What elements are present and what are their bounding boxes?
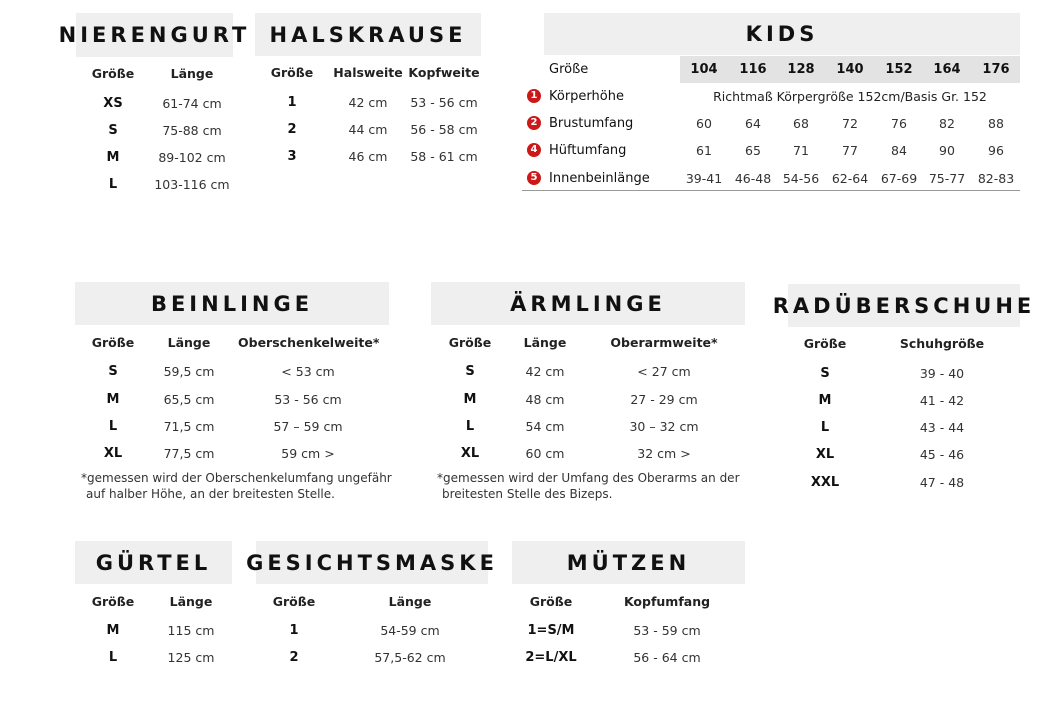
table-cell-size: XL — [103, 446, 123, 461]
kids-size-col: 152 — [885, 62, 913, 77]
table-cell-size: 2 — [287, 122, 297, 137]
table-cell-size: L — [465, 419, 475, 434]
guertel-title: GÜRTEL — [75, 541, 232, 584]
table-cell-value: 72 — [842, 116, 858, 131]
guertel-header-length: Länge — [169, 594, 213, 609]
table-cell-size: 2=L/XL — [525, 650, 577, 665]
armlinge-header-arm: Oberarmweite* — [610, 335, 718, 350]
table-cell-value: 45 - 46 — [919, 447, 965, 462]
table-cell-value: 42 cm — [348, 95, 388, 110]
table-cell-value: 27 - 29 cm — [630, 392, 698, 407]
table-cell-value: 75-88 cm — [162, 123, 222, 138]
table-cell-value: 90 — [939, 143, 955, 158]
gesichtsmaske-header-length: Länge — [388, 594, 432, 609]
table-cell-value: 44 cm — [348, 122, 388, 137]
kids-title: KIDS — [544, 13, 1020, 55]
beinlinge-title: BEINLINGE — [75, 282, 389, 325]
kids-size-col: 164 — [933, 62, 961, 77]
table-cell-value: 61 — [696, 143, 712, 158]
table-cell-value: 76 — [891, 116, 907, 131]
kids-size-col: 104 — [690, 62, 718, 77]
table-cell-value: 54-59 cm — [380, 623, 440, 638]
table-cell-value: 82-83 — [977, 171, 1015, 186]
table-cell-value: 77,5 cm — [163, 446, 215, 461]
beinlinge-header-thigh: Oberschenkelweite* — [238, 335, 380, 350]
radueberschuhe-header-size: Größe — [803, 336, 847, 351]
kids-row-label: Körperhöhe — [549, 89, 624, 104]
kids-size-label: Größe — [549, 62, 589, 77]
guertel-header-size: Größe — [91, 594, 135, 609]
table-cell-value: 65 — [745, 143, 761, 158]
halskrause-header-head: Kopfweite — [408, 65, 480, 80]
table-cell-value: 53 - 56 cm — [410, 95, 478, 110]
table-cell-size: L — [108, 650, 118, 665]
armlinge-header-size: Größe — [448, 335, 492, 350]
muetzen-header-head: Kopfumfang — [623, 594, 711, 609]
table-cell-value: 53 - 59 cm — [633, 623, 701, 638]
table-cell-value: 68 — [793, 116, 809, 131]
table-cell-size: 1 — [289, 623, 299, 638]
muetzen-header-size: Größe — [529, 594, 573, 609]
radueberschuhe-header-shoe: Schuhgröße — [899, 336, 985, 351]
kids-row-label: Innenbeinlänge — [549, 171, 650, 186]
table-cell-value: 53 - 56 cm — [274, 392, 342, 407]
kids-size-col: 176 — [982, 62, 1010, 77]
table-cell-value: 75-77 — [928, 171, 966, 186]
gesichtsmaske-header-size: Größe — [272, 594, 316, 609]
nierengurt-header-length: Länge — [170, 66, 214, 81]
table-cell-value: 57 – 59 cm — [273, 419, 343, 434]
table-cell-value: 71,5 cm — [163, 419, 215, 434]
table-cell-value: 67-69 — [880, 171, 918, 186]
beinlinge-header-size: Größe — [91, 335, 135, 350]
table-cell-value: 48 cm — [525, 392, 565, 407]
muetzen-title: MÜTZEN — [512, 541, 745, 584]
armlinge-footnote-line1: *gemessen wird der Umfang des Oberarms an der — [437, 471, 740, 485]
kids-size-col: 128 — [787, 62, 815, 77]
table-cell-size: S — [108, 364, 118, 379]
table-cell-size: M — [106, 150, 120, 165]
table-cell-size: 3 — [287, 149, 297, 164]
table-cell-value: 65,5 cm — [163, 392, 215, 407]
table-cell-value: 71 — [793, 143, 809, 158]
gesichtsmaske-title: GESICHTSMASKE — [256, 541, 488, 584]
table-cell-size: XL — [460, 446, 480, 461]
table-cell-value: 89-102 cm — [158, 150, 226, 165]
table-cell-value: 56 - 58 cm — [410, 122, 478, 137]
table-cell-size: M — [106, 392, 120, 407]
table-cell-size: 2 — [289, 650, 299, 665]
table-cell-value: 30 – 32 cm — [629, 419, 699, 434]
beinlinge-footnote-line1: *gemessen wird der Oberschenkelumfang ungefähr — [81, 471, 392, 485]
table-cell-value: 77 — [842, 143, 858, 158]
badge-number-icon: 2 — [527, 116, 541, 130]
table-cell-value: 57,5-62 cm — [374, 650, 446, 665]
table-cell-value: 54 cm — [525, 419, 565, 434]
table-cell-value: 115 cm — [167, 623, 215, 638]
badge-number-icon: 4 — [527, 143, 541, 157]
table-cell-value: < 27 cm — [637, 364, 691, 379]
halskrause-title: HALSKRAUSE — [255, 13, 481, 56]
table-cell-size: S — [465, 364, 475, 379]
table-cell-value: 59 cm > — [281, 446, 335, 461]
table-cell-size: L — [108, 419, 118, 434]
table-cell-size: L — [820, 420, 830, 435]
table-cell-value: 46-48 — [734, 171, 772, 186]
table-cell-value: 47 - 48 — [919, 475, 965, 490]
table-cell-value: < 53 cm — [281, 364, 335, 379]
armlinge-footnote-line2: breitesten Stelle des Bizeps. — [442, 487, 613, 501]
table-cell-value: 42 cm — [525, 364, 565, 379]
table-cell-value: 58 - 61 cm — [410, 149, 478, 164]
table-cell-value: 39 - 40 — [919, 366, 965, 381]
table-cell-value: 88 — [988, 116, 1004, 131]
table-cell-size: XXL — [810, 475, 840, 490]
table-cell-value: 96 — [988, 143, 1004, 158]
table-cell-size: L — [108, 177, 118, 192]
table-cell-size: 1 — [287, 95, 297, 110]
table-cell-size: M — [463, 392, 477, 407]
badge-number-icon: 5 — [527, 171, 541, 185]
beinlinge-header-length: Länge — [167, 335, 211, 350]
table-cell-value: 125 cm — [167, 650, 215, 665]
kids-row-label: Brustumfang — [549, 116, 634, 131]
table-cell-value: 60 cm — [525, 446, 565, 461]
nierengurt-header-size: Größe — [91, 66, 135, 81]
table-cell-size: S — [108, 123, 118, 138]
kids-row-label: Hüftumfang — [549, 143, 627, 158]
table-cell-value: 60 — [696, 116, 712, 131]
table-cell-value: 64 — [745, 116, 761, 131]
armlinge-title: ÄRMLINGE — [431, 282, 745, 325]
table-cell-value: 39-41 — [685, 171, 723, 186]
table-cell-value: 59,5 cm — [163, 364, 215, 379]
halskrause-header-neck: Halsweite — [333, 65, 403, 80]
kids-row-span: Richtmaß Körpergröße 152cm/Basis Gr. 152 — [713, 89, 987, 104]
table-cell-value: 103-116 cm — [154, 177, 230, 192]
table-cell-value: 82 — [939, 116, 955, 131]
kids-size-col: 140 — [836, 62, 864, 77]
table-cell-value: 32 cm > — [637, 446, 691, 461]
table-cell-size: XS — [103, 96, 123, 111]
beinlinge-footnote-line2: auf halber Höhe, an der breitesten Stelle. — [86, 487, 335, 501]
table-cell-value: 54-56 — [782, 171, 820, 186]
table-cell-size: M — [818, 393, 832, 408]
radueberschuhe-title: RADÜBERSCHUHE — [788, 284, 1020, 327]
table-cell-value: 43 - 44 — [919, 420, 965, 435]
badge-number-icon: 1 — [527, 89, 541, 103]
table-cell-value: 46 cm — [348, 149, 388, 164]
kids-size-col: 116 — [739, 62, 767, 77]
kids-bottom-divider — [522, 190, 1020, 191]
armlinge-header-length: Länge — [523, 335, 567, 350]
table-cell-value: 62-64 — [831, 171, 869, 186]
table-cell-value: 84 — [891, 143, 907, 158]
table-cell-size: M — [106, 623, 120, 638]
table-cell-size: 1=S/M — [527, 623, 575, 638]
table-cell-size: XL — [815, 447, 835, 462]
table-cell-size: S — [820, 366, 830, 381]
halskrause-header-size: Größe — [270, 65, 314, 80]
nierengurt-title: NIERENGURT — [76, 13, 233, 57]
table-cell-value: 61-74 cm — [162, 96, 222, 111]
table-cell-value: 56 - 64 cm — [633, 650, 701, 665]
table-cell-value: 41 - 42 — [919, 393, 965, 408]
